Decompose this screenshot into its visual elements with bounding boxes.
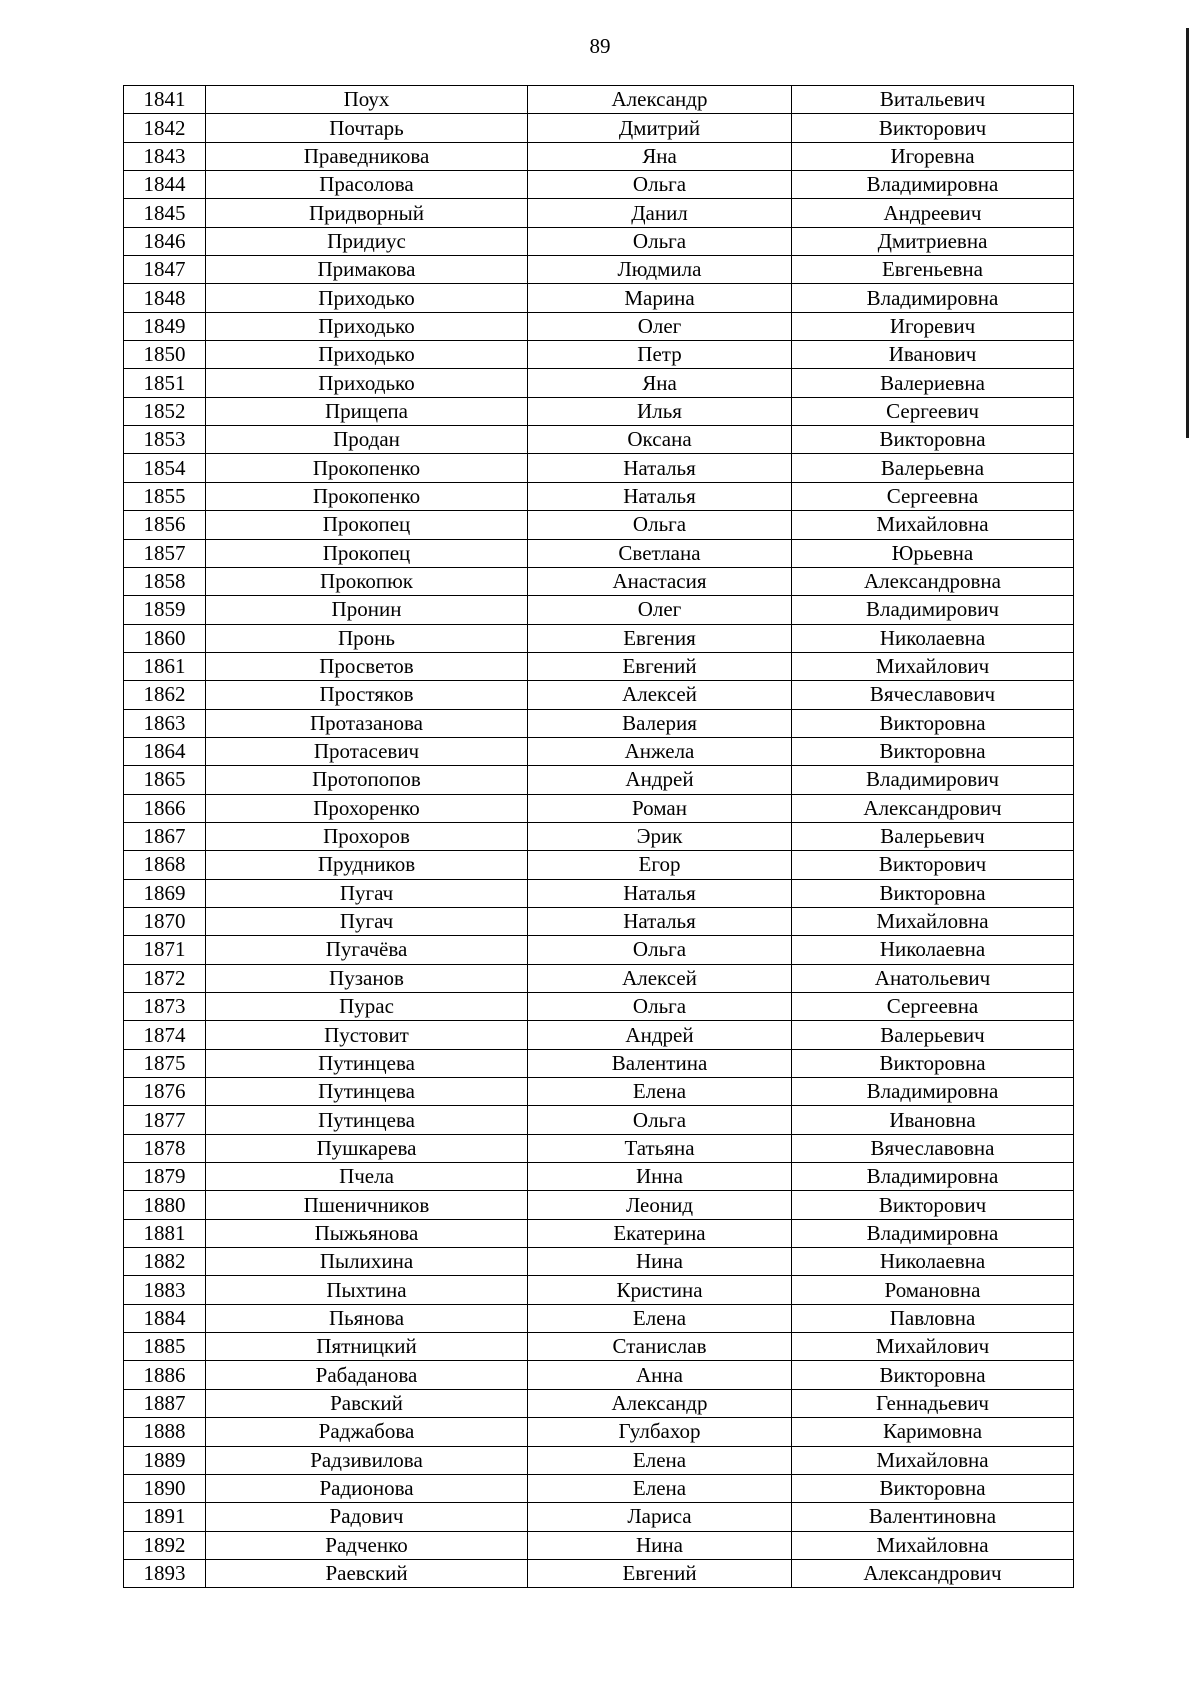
last-name-cell: Прищепа <box>206 397 528 425</box>
first-name-cell: Эрик <box>528 822 792 850</box>
patronymic-cell: Вячеславовна <box>792 1134 1074 1162</box>
first-name-cell: Людмила <box>528 256 792 284</box>
last-name-cell: Радзивилова <box>206 1446 528 1474</box>
patronymic-cell: Валерьевна <box>792 454 1074 482</box>
row-number-cell: 1847 <box>124 256 206 284</box>
row-number-cell: 1884 <box>124 1304 206 1332</box>
patronymic-cell: Сергеевна <box>792 482 1074 510</box>
patronymic-cell: Владимировна <box>792 284 1074 312</box>
last-name-cell: Прокопенко <box>206 454 528 482</box>
last-name-cell: Поух <box>206 86 528 114</box>
row-number-cell: 1849 <box>124 312 206 340</box>
last-name-cell: Прокопец <box>206 539 528 567</box>
table-row <box>124 284 1074 312</box>
patronymic-cell: Викторовна <box>792 1474 1074 1502</box>
row-number-cell: 1848 <box>124 284 206 312</box>
first-name-cell: Светлана <box>528 539 792 567</box>
table-row <box>124 624 1074 652</box>
patronymic-cell: Михайлович <box>792 1333 1074 1361</box>
last-name-cell: Пьянова <box>206 1304 528 1332</box>
first-name-cell: Олег <box>528 312 792 340</box>
row-number-cell: 1880 <box>124 1191 206 1219</box>
table-row <box>124 312 1074 340</box>
patronymic-cell: Викторович <box>792 114 1074 142</box>
row-number-cell: 1883 <box>124 1276 206 1304</box>
row-number-cell: 1853 <box>124 426 206 454</box>
first-name-cell: Александр <box>528 86 792 114</box>
last-name-cell: Раевский <box>206 1559 528 1587</box>
last-name-cell: Продан <box>206 426 528 454</box>
last-name-cell: Приходько <box>206 369 528 397</box>
table-row <box>124 199 1074 227</box>
row-number-cell: 1864 <box>124 737 206 765</box>
patronymic-cell: Михайловна <box>792 511 1074 539</box>
last-name-cell: Пшеничников <box>206 1191 528 1219</box>
last-name-cell: Пронь <box>206 624 528 652</box>
last-name-cell: Протасевич <box>206 737 528 765</box>
patronymic-cell: Сергеевна <box>792 993 1074 1021</box>
first-name-cell: Андрей <box>528 766 792 794</box>
table-row <box>124 1219 1074 1247</box>
table-row <box>124 369 1074 397</box>
scan-edge-line <box>1186 28 1189 438</box>
patronymic-cell: Владимировна <box>792 1219 1074 1247</box>
patronymic-cell: Игоревна <box>792 142 1074 170</box>
row-number-cell: 1852 <box>124 397 206 425</box>
table-row <box>124 709 1074 737</box>
patronymic-cell: Михайловна <box>792 1531 1074 1559</box>
first-name-cell: Яна <box>528 142 792 170</box>
first-name-cell: Леонид <box>528 1191 792 1219</box>
last-name-cell: Пустовит <box>206 1021 528 1049</box>
patronymic-cell: Романовна <box>792 1276 1074 1304</box>
patronymic-cell: Михайлович <box>792 652 1074 680</box>
table-row <box>124 341 1074 369</box>
table-row <box>124 907 1074 935</box>
last-name-cell: Радионова <box>206 1474 528 1502</box>
table-row <box>124 1021 1074 1049</box>
first-name-cell: Елена <box>528 1304 792 1332</box>
last-name-cell: Раджабова <box>206 1418 528 1446</box>
table-row <box>124 426 1074 454</box>
patronymic-cell: Александровна <box>792 567 1074 595</box>
last-name-cell: Пузанов <box>206 964 528 992</box>
last-name-cell: Придворный <box>206 199 528 227</box>
first-name-cell: Евгения <box>528 624 792 652</box>
table-row <box>124 86 1074 114</box>
last-name-cell: Пятницкий <box>206 1333 528 1361</box>
row-number-cell: 1844 <box>124 171 206 199</box>
last-name-cell: Прохоров <box>206 822 528 850</box>
first-name-cell: Егор <box>528 851 792 879</box>
patronymic-cell: Владимировна <box>792 1163 1074 1191</box>
patronymic-cell: Евгеньевна <box>792 256 1074 284</box>
table-row <box>124 1418 1074 1446</box>
patronymic-cell: Игоревич <box>792 312 1074 340</box>
first-name-cell: Наталья <box>528 482 792 510</box>
row-number-cell: 1874 <box>124 1021 206 1049</box>
table-row <box>124 596 1074 624</box>
patronymic-cell: Владимирович <box>792 596 1074 624</box>
row-number-cell: 1886 <box>124 1361 206 1389</box>
patronymic-cell: Викторовна <box>792 709 1074 737</box>
row-number-cell: 1876 <box>124 1078 206 1106</box>
table-row <box>124 851 1074 879</box>
row-number-cell: 1860 <box>124 624 206 652</box>
last-name-cell: Праведникова <box>206 142 528 170</box>
first-name-cell: Ольга <box>528 993 792 1021</box>
table-row <box>124 737 1074 765</box>
first-name-cell: Евгений <box>528 1559 792 1587</box>
row-number-cell: 1851 <box>124 369 206 397</box>
patronymic-cell: Михайловна <box>792 907 1074 935</box>
row-number-cell: 1882 <box>124 1248 206 1276</box>
patronymic-cell: Михайловна <box>792 1446 1074 1474</box>
last-name-cell: Примакова <box>206 256 528 284</box>
first-name-cell: Андрей <box>528 1021 792 1049</box>
last-name-cell: Радченко <box>206 1531 528 1559</box>
patronymic-cell: Вячеславович <box>792 681 1074 709</box>
first-name-cell: Оксана <box>528 426 792 454</box>
patronymic-cell: Николаевна <box>792 624 1074 652</box>
table-row <box>124 766 1074 794</box>
page-number: 89 <box>589 34 611 58</box>
row-number-cell: 1887 <box>124 1389 206 1417</box>
first-name-cell: Лариса <box>528 1503 792 1531</box>
patronymic-cell: Геннадьевич <box>792 1389 1074 1417</box>
last-name-cell: Просветов <box>206 652 528 680</box>
first-name-cell: Гулбахор <box>528 1418 792 1446</box>
patronymic-cell: Николаевна <box>792 1248 1074 1276</box>
first-name-cell: Олег <box>528 596 792 624</box>
row-number-cell: 1892 <box>124 1531 206 1559</box>
patronymic-cell: Николаевна <box>792 936 1074 964</box>
row-number-cell: 1845 <box>124 199 206 227</box>
first-name-cell: Наталья <box>528 907 792 935</box>
row-number-cell: 1854 <box>124 454 206 482</box>
last-name-cell: Протопопов <box>206 766 528 794</box>
table-row <box>124 511 1074 539</box>
table-row <box>124 681 1074 709</box>
last-name-cell: Прокопец <box>206 511 528 539</box>
last-name-cell: Равский <box>206 1389 528 1417</box>
names-table-body <box>124 86 1074 1588</box>
row-number-cell: 1893 <box>124 1559 206 1587</box>
patronymic-cell: Витальевич <box>792 86 1074 114</box>
last-name-cell: Путинцева <box>206 1078 528 1106</box>
patronymic-cell: Валериевна <box>792 369 1074 397</box>
last-name-cell: Пчела <box>206 1163 528 1191</box>
last-name-cell: Пугач <box>206 879 528 907</box>
first-name-cell: Нина <box>528 1248 792 1276</box>
table-row <box>124 936 1074 964</box>
first-name-cell: Петр <box>528 341 792 369</box>
table-row <box>124 1503 1074 1531</box>
row-number-cell: 1865 <box>124 766 206 794</box>
table-row <box>124 1333 1074 1361</box>
patronymic-cell: Викторовна <box>792 426 1074 454</box>
row-number-cell: 1842 <box>124 114 206 142</box>
row-number-cell: 1871 <box>124 936 206 964</box>
table-row <box>124 1163 1074 1191</box>
patronymic-cell: Викторовна <box>792 879 1074 907</box>
patronymic-cell: Валерьевич <box>792 1021 1074 1049</box>
table-row <box>124 256 1074 284</box>
first-name-cell: Данил <box>528 199 792 227</box>
first-name-cell: Анастасия <box>528 567 792 595</box>
patronymic-cell: Павловна <box>792 1304 1074 1332</box>
first-name-cell: Валерия <box>528 709 792 737</box>
table-row <box>124 454 1074 482</box>
first-name-cell: Илья <box>528 397 792 425</box>
table-row <box>124 1559 1074 1587</box>
table-row <box>124 993 1074 1021</box>
table-row <box>124 171 1074 199</box>
first-name-cell: Елена <box>528 1474 792 1502</box>
row-number-cell: 1868 <box>124 851 206 879</box>
last-name-cell: Прокопюк <box>206 567 528 595</box>
row-number-cell: 1841 <box>124 86 206 114</box>
table-row <box>124 114 1074 142</box>
table-row <box>124 227 1074 255</box>
patronymic-cell: Владимировна <box>792 1078 1074 1106</box>
first-name-cell: Роман <box>528 794 792 822</box>
patronymic-cell: Владимирович <box>792 766 1074 794</box>
first-name-cell: Елена <box>528 1446 792 1474</box>
table-row <box>124 822 1074 850</box>
first-name-cell: Станислав <box>528 1333 792 1361</box>
first-name-cell: Ольга <box>528 511 792 539</box>
row-number-cell: 1855 <box>124 482 206 510</box>
table-row <box>124 539 1074 567</box>
row-number-cell: 1890 <box>124 1474 206 1502</box>
first-name-cell: Алексей <box>528 681 792 709</box>
row-number-cell: 1861 <box>124 652 206 680</box>
first-name-cell: Марина <box>528 284 792 312</box>
last-name-cell: Почтарь <box>206 114 528 142</box>
patronymic-cell: Андреевич <box>792 199 1074 227</box>
first-name-cell: Ольга <box>528 171 792 199</box>
row-number-cell: 1857 <box>124 539 206 567</box>
table-row <box>124 1304 1074 1332</box>
patronymic-cell: Сергеевич <box>792 397 1074 425</box>
patronymic-cell: Владимировна <box>792 171 1074 199</box>
patronymic-cell: Валерьевич <box>792 822 1074 850</box>
table-row <box>124 1134 1074 1162</box>
row-number-cell: 1872 <box>124 964 206 992</box>
table-row <box>124 1191 1074 1219</box>
row-number-cell: 1891 <box>124 1503 206 1531</box>
last-name-cell: Пылихина <box>206 1248 528 1276</box>
patronymic-cell: Викторовна <box>792 1049 1074 1077</box>
last-name-cell: Придиус <box>206 227 528 255</box>
table-row <box>124 1474 1074 1502</box>
first-name-cell: Кристина <box>528 1276 792 1304</box>
last-name-cell: Пыхтина <box>206 1276 528 1304</box>
row-number-cell: 1875 <box>124 1049 206 1077</box>
patronymic-cell: Александрович <box>792 794 1074 822</box>
table-row <box>124 1446 1074 1474</box>
first-name-cell: Александр <box>528 1389 792 1417</box>
first-name-cell: Яна <box>528 369 792 397</box>
last-name-cell: Приходько <box>206 312 528 340</box>
last-name-cell: Пыжьянова <box>206 1219 528 1247</box>
names-table <box>123 85 1074 1588</box>
patronymic-cell: Александрович <box>792 1559 1074 1587</box>
patronymic-cell: Викторович <box>792 1191 1074 1219</box>
patronymic-cell: Каримовна <box>792 1418 1074 1446</box>
row-number-cell: 1888 <box>124 1418 206 1446</box>
first-name-cell: Алексей <box>528 964 792 992</box>
last-name-cell: Прасолова <box>206 171 528 199</box>
row-number-cell: 1867 <box>124 822 206 850</box>
last-name-cell: Путинцева <box>206 1049 528 1077</box>
row-number-cell: 1863 <box>124 709 206 737</box>
first-name-cell: Анна <box>528 1361 792 1389</box>
first-name-cell: Евгений <box>528 652 792 680</box>
last-name-cell: Прудников <box>206 851 528 879</box>
table-row <box>124 879 1074 907</box>
first-name-cell: Татьяна <box>528 1134 792 1162</box>
row-number-cell: 1856 <box>124 511 206 539</box>
table-row <box>124 1248 1074 1276</box>
table-row <box>124 1276 1074 1304</box>
row-number-cell: 1869 <box>124 879 206 907</box>
row-number-cell: 1862 <box>124 681 206 709</box>
table-row <box>124 1389 1074 1417</box>
table-row <box>124 1361 1074 1389</box>
patronymic-cell: Валентиновна <box>792 1503 1074 1531</box>
last-name-cell: Радович <box>206 1503 528 1531</box>
row-number-cell: 1879 <box>124 1163 206 1191</box>
first-name-cell: Дмитрий <box>528 114 792 142</box>
last-name-cell: Рабаданова <box>206 1361 528 1389</box>
last-name-cell: Протазанова <box>206 709 528 737</box>
first-name-cell: Ольга <box>528 227 792 255</box>
last-name-cell: Приходько <box>206 341 528 369</box>
last-name-cell: Пурас <box>206 993 528 1021</box>
first-name-cell: Инна <box>528 1163 792 1191</box>
patronymic-cell: Викторович <box>792 851 1074 879</box>
row-number-cell: 1846 <box>124 227 206 255</box>
row-number-cell: 1858 <box>124 567 206 595</box>
row-number-cell: 1885 <box>124 1333 206 1361</box>
patronymic-cell: Ивановна <box>792 1106 1074 1134</box>
table-row <box>124 397 1074 425</box>
row-number-cell: 1843 <box>124 142 206 170</box>
table-row <box>124 964 1074 992</box>
last-name-cell: Прохоренко <box>206 794 528 822</box>
patronymic-cell: Дмитриевна <box>792 227 1074 255</box>
first-name-cell: Наталья <box>528 454 792 482</box>
last-name-cell: Путинцева <box>206 1106 528 1134</box>
table-row <box>124 1049 1074 1077</box>
row-number-cell: 1878 <box>124 1134 206 1162</box>
table-row <box>124 142 1074 170</box>
first-name-cell: Ольга <box>528 936 792 964</box>
table-row <box>124 1531 1074 1559</box>
patronymic-cell: Викторовна <box>792 1361 1074 1389</box>
patronymic-cell: Анатольевич <box>792 964 1074 992</box>
table-row <box>124 482 1074 510</box>
patronymic-cell: Юрьевна <box>792 539 1074 567</box>
first-name-cell: Екатерина <box>528 1219 792 1247</box>
first-name-cell: Ольга <box>528 1106 792 1134</box>
first-name-cell: Елена <box>528 1078 792 1106</box>
last-name-cell: Приходько <box>206 284 528 312</box>
last-name-cell: Пронин <box>206 596 528 624</box>
last-name-cell: Пугачёва <box>206 936 528 964</box>
table-row <box>124 794 1074 822</box>
table-row <box>124 567 1074 595</box>
table-row <box>124 1078 1074 1106</box>
patronymic-cell: Викторовна <box>792 737 1074 765</box>
last-name-cell: Простяков <box>206 681 528 709</box>
first-name-cell: Валентина <box>528 1049 792 1077</box>
row-number-cell: 1859 <box>124 596 206 624</box>
row-number-cell: 1866 <box>124 794 206 822</box>
row-number-cell: 1881 <box>124 1219 206 1247</box>
first-name-cell: Наталья <box>528 879 792 907</box>
row-number-cell: 1873 <box>124 993 206 1021</box>
last-name-cell: Прокопенко <box>206 482 528 510</box>
row-number-cell: 1889 <box>124 1446 206 1474</box>
table-row <box>124 652 1074 680</box>
last-name-cell: Пугач <box>206 907 528 935</box>
first-name-cell: Нина <box>528 1531 792 1559</box>
row-number-cell: 1850 <box>124 341 206 369</box>
patronymic-cell: Иванович <box>792 341 1074 369</box>
row-number-cell: 1877 <box>124 1106 206 1134</box>
first-name-cell: Анжела <box>528 737 792 765</box>
row-number-cell: 1870 <box>124 907 206 935</box>
table-row <box>124 1106 1074 1134</box>
last-name-cell: Пушкарева <box>206 1134 528 1162</box>
